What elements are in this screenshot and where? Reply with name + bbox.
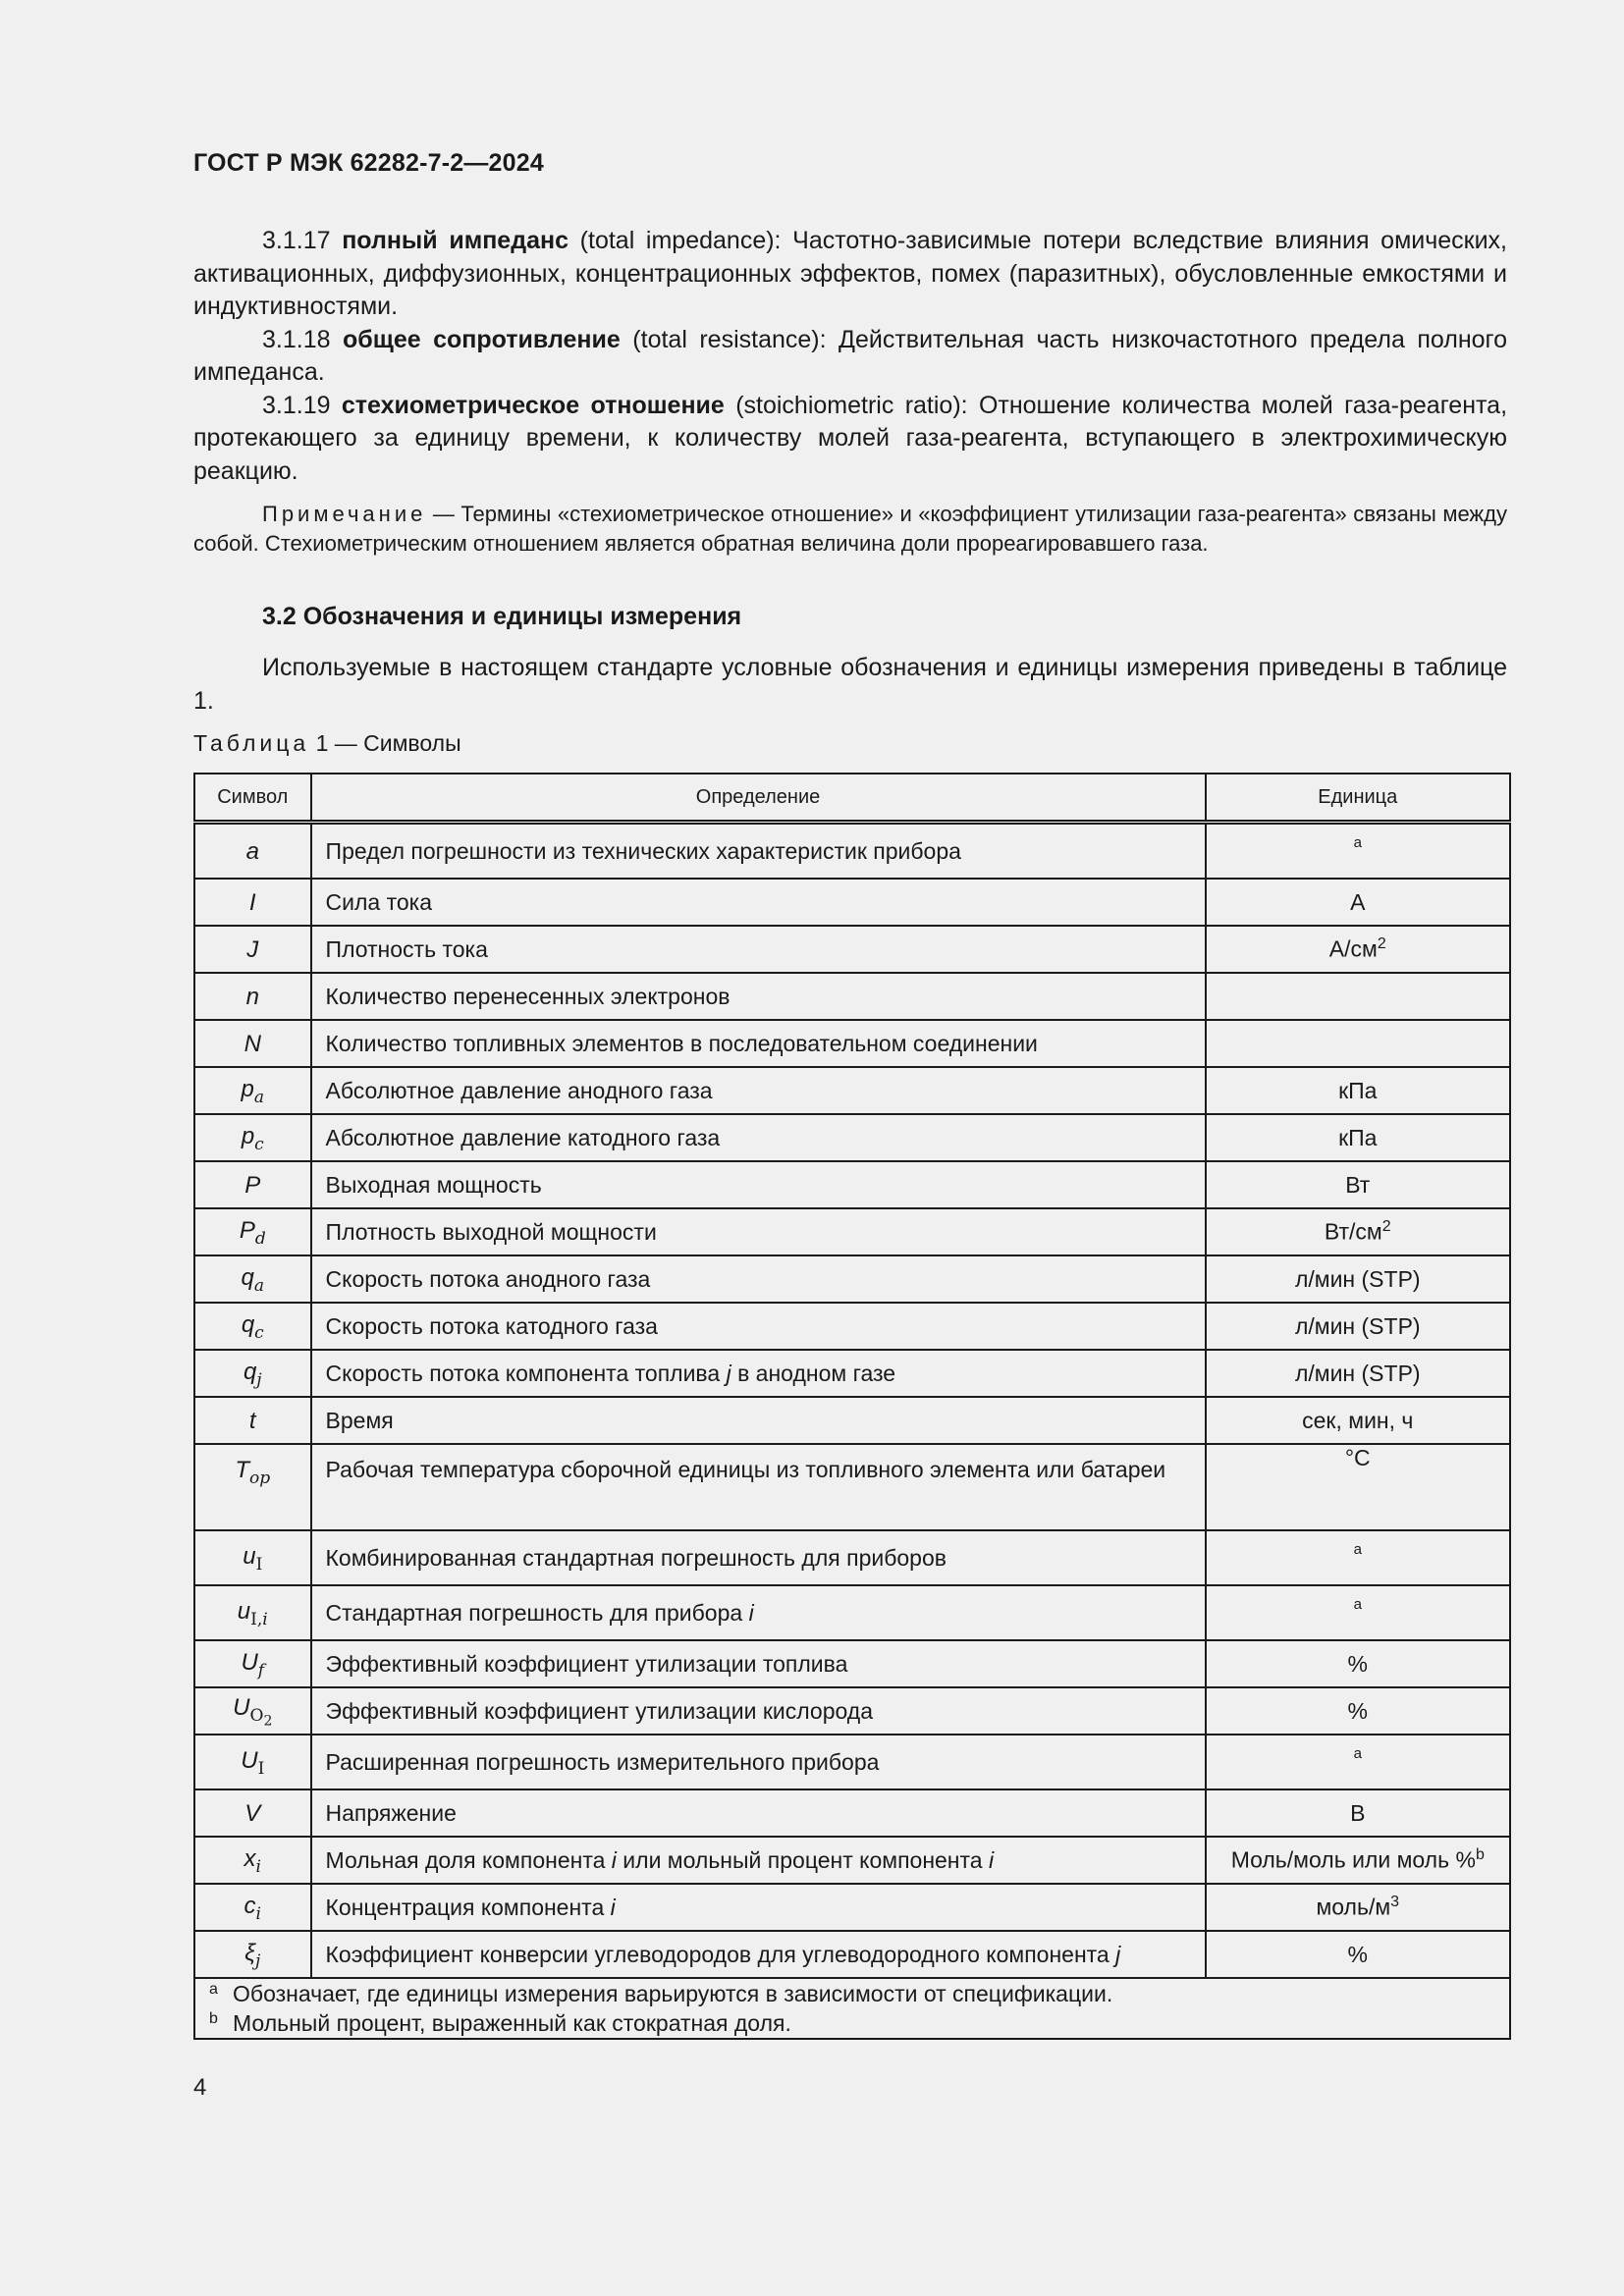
definition-variable: j xyxy=(726,1360,731,1386)
definition-text: Сила тока xyxy=(325,888,433,915)
definition-cell xyxy=(311,1735,1206,1789)
table-row xyxy=(194,1350,1510,1397)
symbol-cell xyxy=(194,926,311,973)
header-symbol: Символ xyxy=(194,774,311,823)
table-caption xyxy=(193,730,461,757)
definition-text: Количество топливных элементов в последовательном соединении xyxy=(325,1030,1038,1056)
symbol-cell xyxy=(194,1255,311,1303)
definition-text: Количество перенесенных электронов xyxy=(325,983,731,1009)
symbol-cell xyxy=(194,1640,311,1687)
symbol-text: u xyxy=(237,1597,251,1625)
table-row xyxy=(194,1837,1510,1884)
table-row xyxy=(194,1884,1510,1931)
symbol-cell xyxy=(194,1067,311,1114)
subscript-text: a xyxy=(253,1087,265,1107)
symbol-text: c xyxy=(244,1892,256,1919)
unit-text: сек, мин, ч xyxy=(1302,1407,1414,1433)
definition-text: Мольная доля компонента xyxy=(325,1846,612,1873)
term-name: стехиометрическое отношение xyxy=(341,391,725,419)
symbol-text: ξ xyxy=(244,1939,255,1966)
unit-superscript: b xyxy=(1475,1846,1485,1864)
term-definition: (total impedance): Частотно-зависимые потери вследствие влияния омических, активационных, диффузионных, концентрационных эффектов, помех (паразитных), обусловленные емкостями и индуктивностями. xyxy=(193,227,1507,320)
symbol-text: q xyxy=(241,1310,255,1338)
symbol-subscript xyxy=(256,1369,261,1389)
unit-text: % xyxy=(1347,1650,1368,1677)
symbol-text: u xyxy=(243,1542,256,1570)
definition-text: Предел погрешности из технических характеристик прибора xyxy=(325,837,961,864)
unit-superscript: a xyxy=(1353,834,1362,851)
symbols-table xyxy=(193,773,1511,2040)
unit-text: кПа xyxy=(1338,1077,1378,1103)
definition-variable: i xyxy=(988,1846,995,1873)
term-3-1-18 xyxy=(193,324,1507,390)
definition-text: Стандартная погрешность для прибора xyxy=(325,1599,749,1626)
table-row xyxy=(194,1208,1510,1255)
unit-cell xyxy=(1206,926,1510,973)
definition-text: или мольный процент компонента xyxy=(616,1846,989,1873)
unit-cell xyxy=(1206,1735,1510,1789)
definition-text: Абсолютное давление анодного газа xyxy=(325,1077,713,1103)
footnote-mark: b xyxy=(209,2010,218,2027)
symbol-cell xyxy=(194,1789,311,1837)
subscript-text: I xyxy=(257,1758,265,1779)
subscript-text: d xyxy=(254,1228,266,1249)
symbol-text: P xyxy=(244,1171,261,1199)
symbol-subscript xyxy=(254,1275,264,1295)
unit-superscript: 2 xyxy=(1377,935,1386,953)
subscript-text: j xyxy=(254,1950,261,1971)
symbol-text: J xyxy=(246,935,259,963)
subscript-text: I, xyxy=(250,1609,263,1629)
table-row xyxy=(194,879,1510,926)
symbol-cell xyxy=(194,1161,311,1208)
definition-variable: i xyxy=(611,1846,617,1873)
definition-cell xyxy=(311,1303,1206,1350)
unit-text: А/см xyxy=(1328,935,1378,962)
symbol-cell xyxy=(194,1303,311,1350)
table-row xyxy=(194,926,1510,973)
subscript-text: c xyxy=(254,1134,264,1154)
definition-cell xyxy=(311,973,1206,1020)
symbol-subscript xyxy=(249,1468,270,1488)
terms-block xyxy=(193,225,1507,488)
table-row xyxy=(194,1397,1510,1444)
table-caption-label: Таблица xyxy=(193,730,310,756)
definition-text: Расширенная погрешность измерительного прибора xyxy=(325,1748,880,1775)
symbol-cell xyxy=(194,973,311,1020)
term-3-1-17 xyxy=(193,225,1507,324)
subscript-italic: i xyxy=(262,1609,268,1629)
definition-text: Эффективный коэффициент утилизации кислорода xyxy=(325,1697,873,1724)
definition-variable: i xyxy=(610,1894,616,1920)
definition-cell xyxy=(311,1161,1206,1208)
symbol-text: p xyxy=(241,1075,254,1102)
symbol-text: U xyxy=(241,1746,258,1774)
table-caption-text: 1 — Символы xyxy=(309,730,461,756)
symbol-text: x xyxy=(244,1844,256,1872)
unit-superscript: a xyxy=(1353,1745,1362,1762)
symbol-cell xyxy=(194,1931,311,1978)
symbol-text: P xyxy=(239,1216,255,1244)
definition-text: Абсолютное давление катодного газа xyxy=(325,1124,721,1150)
term-number: 3.1.17 xyxy=(262,227,331,254)
unit-text: В xyxy=(1350,1799,1366,1826)
symbol-text: T xyxy=(235,1457,250,1483)
table-row xyxy=(194,1303,1510,1350)
subscript-text: a xyxy=(253,1275,265,1296)
definition-text: Коэффициент конверсии углеводородов для углеводородного компонента xyxy=(325,1941,1116,1967)
unit-cell xyxy=(1206,1350,1510,1397)
unit-text: л/мин (STP) xyxy=(1294,1265,1421,1292)
definition-text: Выходная мощность xyxy=(325,1171,542,1198)
symbol-subscript xyxy=(249,1705,273,1730)
definition-cell xyxy=(311,1585,1206,1640)
symbol-cell xyxy=(194,1350,311,1397)
unit-text: л/мин (STP) xyxy=(1294,1360,1421,1386)
definition-cell xyxy=(311,879,1206,926)
symbol-subscript xyxy=(254,1134,264,1153)
definition-text: Скорость потока катодного газа xyxy=(325,1312,658,1339)
note-text: — Термины «стехиометрическое отношение» и «коэффициент утилизации газа-реагента» связаны между собой. Стехиометрическим отношением является обратная величина доли прореагировавшего газа. xyxy=(193,502,1507,556)
unit-cell xyxy=(1206,973,1510,1020)
table-row xyxy=(194,823,1510,880)
unit-text: А xyxy=(1350,888,1366,915)
term-definition: (total resistance): Действительная часть низкочастотного предела полного импеданса. xyxy=(193,325,1508,386)
unit-cell xyxy=(1206,1789,1510,1837)
table-row xyxy=(194,1789,1510,1837)
term-number: 3.1.19 xyxy=(262,391,331,419)
definition-cell xyxy=(311,1789,1206,1837)
table-row xyxy=(194,973,1510,1020)
unit-cell xyxy=(1206,1640,1510,1687)
footnote-mark: a xyxy=(209,1981,218,1998)
table-row xyxy=(194,1020,1510,1067)
symbol-cell xyxy=(194,1114,311,1161)
symbol-cell xyxy=(194,1208,311,1255)
definition-cell xyxy=(311,1444,1206,1530)
symbol-subscript xyxy=(256,1903,261,1923)
unit-text: Вт/см xyxy=(1324,1218,1382,1245)
symbol-cell xyxy=(194,1530,311,1585)
symbol-cell xyxy=(194,823,311,880)
unit-cell xyxy=(1206,1161,1510,1208)
footnote xyxy=(209,1979,1495,2008)
unit-cell xyxy=(1206,1585,1510,1640)
note-paragraph xyxy=(193,500,1507,559)
table-footnotes xyxy=(194,1978,1510,2039)
definition-text: Рабочая температура сборочной единицы из топливного элемента или батареи xyxy=(325,1457,1166,1482)
symbol-subscript xyxy=(258,1758,265,1778)
symbol-text: t xyxy=(248,1407,256,1434)
footnote-text: Обозначает, где единицы измерения варьируются в зависимости от спецификации. xyxy=(233,1981,1113,2006)
table-row xyxy=(194,1687,1510,1735)
symbol-text: U xyxy=(241,1648,258,1676)
symbol-text: U xyxy=(233,1693,250,1721)
symbol-text: n xyxy=(245,983,259,1010)
term-definition: (stoichiometric ratio): Отношение количества молей газа-реагента, протекающего за единицу времени, к количеству молей газа-реагента, вступающего в электрохимическую реакцию. xyxy=(193,391,1508,485)
table-row xyxy=(194,1530,1510,1585)
term-number: 3.1.18 xyxy=(262,325,331,353)
subscript-text: j xyxy=(256,1369,262,1390)
table-row xyxy=(194,1931,1510,1978)
definition-variable: j xyxy=(1115,1941,1121,1967)
unit-superscript: 2 xyxy=(1381,1218,1391,1236)
definition-cell xyxy=(311,1350,1206,1397)
unit-text: Вт xyxy=(1345,1171,1371,1198)
unit-cell xyxy=(1206,1837,1510,1884)
unit-cell xyxy=(1206,1444,1510,1530)
symbol-cell xyxy=(194,1735,311,1789)
unit-superscript: 3 xyxy=(1390,1894,1400,1911)
subscript-text: c xyxy=(254,1322,264,1343)
unit-superscript: a xyxy=(1353,1596,1362,1613)
unit-text: моль/м xyxy=(1316,1894,1391,1920)
unit-text: Моль/моль или моль % xyxy=(1230,1846,1476,1873)
unit-cell xyxy=(1206,1114,1510,1161)
definition-cell xyxy=(311,1208,1206,1255)
unit-cell xyxy=(1206,1687,1510,1735)
definition-text: Комбинированная стандартная погрешность для приборов xyxy=(325,1544,947,1571)
table-row xyxy=(194,1444,1510,1530)
symbol-subscript xyxy=(256,1554,263,1574)
subscript-text: op xyxy=(249,1468,271,1488)
definition-cell xyxy=(311,1020,1206,1067)
table-row xyxy=(194,1067,1510,1114)
symbol-subscript xyxy=(256,1856,261,1876)
header-unit: Единица xyxy=(1206,774,1510,823)
term-name: общее сопротивление xyxy=(343,325,621,353)
definition-cell xyxy=(311,1884,1206,1931)
table-row xyxy=(194,1114,1510,1161)
definition-text: Плотность выходной мощности xyxy=(325,1218,657,1245)
unit-cell xyxy=(1206,1067,1510,1114)
unit-text: °C xyxy=(1344,1445,1371,1470)
unit-cell xyxy=(1206,1931,1510,1978)
definition-cell xyxy=(311,1397,1206,1444)
definition-text: Скорость потока компонента топлива xyxy=(325,1360,727,1386)
symbol-subscript xyxy=(254,1087,264,1106)
table-row xyxy=(194,1585,1510,1640)
definition-text: Время xyxy=(325,1407,394,1433)
section-title: 3.2 Обозначения и единицы измерения xyxy=(262,603,742,630)
unit-text: % xyxy=(1347,1697,1368,1724)
symbol-cell xyxy=(194,1585,311,1640)
symbol-cell xyxy=(194,1884,311,1931)
footnote xyxy=(209,2008,1495,2038)
definition-text: в анодном газе xyxy=(731,1360,896,1386)
symbol-cell xyxy=(194,1020,311,1067)
symbol-subscript xyxy=(255,1950,260,1970)
table-row xyxy=(194,1640,1510,1687)
unit-cell xyxy=(1206,1303,1510,1350)
table-row xyxy=(194,1255,1510,1303)
subscript-nested: 2 xyxy=(263,1713,273,1730)
table-header-row xyxy=(194,774,1510,823)
symbol-cell xyxy=(194,1837,311,1884)
symbol-cell xyxy=(194,1397,311,1444)
unit-cell xyxy=(1206,1020,1510,1067)
unit-cell xyxy=(1206,823,1510,880)
header-definition: Определение xyxy=(311,774,1206,823)
document-header: ГОСТ Р МЭК 62282-7-2—2024 xyxy=(193,149,544,177)
term-3-1-19 xyxy=(193,390,1507,489)
term-name: полный импеданс xyxy=(342,227,568,254)
table-row xyxy=(194,1161,1510,1208)
subscript-text: I xyxy=(255,1554,263,1575)
definition-cell xyxy=(311,1931,1206,1978)
definition-cell xyxy=(311,926,1206,973)
unit-superscript: a xyxy=(1353,1541,1362,1558)
unit-cell xyxy=(1206,1530,1510,1585)
definition-cell xyxy=(311,1687,1206,1735)
symbol-cell xyxy=(194,1444,311,1530)
symbol-subscript xyxy=(258,1660,264,1680)
unit-cell xyxy=(1206,879,1510,926)
note-label: Примечание xyxy=(262,502,427,526)
unit-text: % xyxy=(1347,1941,1368,1967)
section-intro: Используемые в настоящем стандарте условные обозначения и единицы измерения приведены в таблице 1. xyxy=(193,654,1507,715)
symbol-text: q xyxy=(243,1358,257,1385)
unit-cell xyxy=(1206,1884,1510,1931)
symbol-text: p xyxy=(241,1122,255,1149)
page-number: 4 xyxy=(193,2074,207,2101)
definition-text: Эффективный коэффициент утилизации топлива xyxy=(325,1650,848,1677)
unit-text: л/мин (STP) xyxy=(1294,1312,1421,1339)
symbol-text: a xyxy=(245,837,259,865)
subscript-text: O xyxy=(249,1705,264,1726)
table-row xyxy=(194,1735,1510,1789)
definition-cell xyxy=(311,1640,1206,1687)
unit-cell xyxy=(1206,1255,1510,1303)
definition-cell xyxy=(311,1530,1206,1585)
unit-text: кПа xyxy=(1338,1124,1378,1150)
definition-cell xyxy=(311,823,1206,880)
symbol-text: q xyxy=(241,1263,254,1291)
definition-cell xyxy=(311,1114,1206,1161)
unit-cell xyxy=(1206,1208,1510,1255)
definition-text: Скорость потока анодного газа xyxy=(325,1265,651,1292)
subscript-text: f xyxy=(257,1660,265,1681)
definition-cell xyxy=(311,1837,1206,1884)
symbol-cell xyxy=(194,879,311,926)
symbol-subscript xyxy=(254,1322,264,1342)
definition-variable: i xyxy=(748,1599,754,1626)
footnote-text: Мольный процент, выраженный как стократная доля. xyxy=(233,2010,791,2036)
subscript-text: i xyxy=(255,1903,261,1924)
definition-cell xyxy=(311,1067,1206,1114)
symbol-text: N xyxy=(244,1030,261,1057)
symbol-subscript xyxy=(250,1609,268,1629)
symbol-text: V xyxy=(244,1799,261,1827)
definition-text: Концентрация компонента xyxy=(325,1894,611,1920)
symbol-subscript xyxy=(255,1228,266,1248)
symbol-text: I xyxy=(248,888,256,916)
subscript-text: i xyxy=(255,1856,261,1877)
footnotes-cell xyxy=(194,1978,1510,2039)
unit-cell xyxy=(1206,1397,1510,1444)
definition-text: Плотность тока xyxy=(325,935,488,962)
definition-text: Напряжение xyxy=(325,1799,457,1826)
symbol-cell xyxy=(194,1687,311,1735)
definition-cell xyxy=(311,1255,1206,1303)
